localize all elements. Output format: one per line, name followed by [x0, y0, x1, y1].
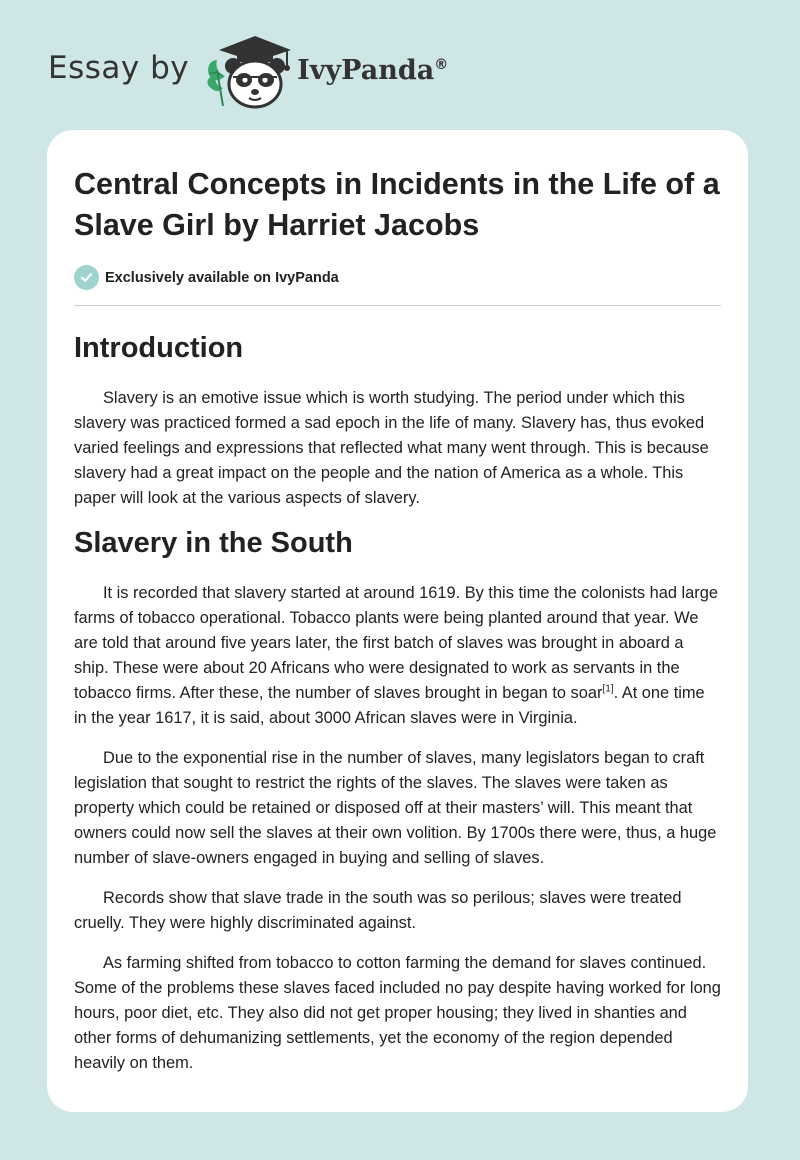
paragraph: Slavery is an emotive issue which is worth studying. The period under which this slavery was practiced formed a sad epoch in the life of many. Slavery has, thus evoked varied feelings and expressions that reflected what many went through. This is because slavery had a great impact on the people and the nation of America as a whole. This paper will look at the various aspects of slavery.: [74, 389, 709, 507]
brand-prefix: Essay by: [48, 50, 190, 86]
paragraph: It is recorded that slavery started at around 1619. By this time the colonists had large farms of tobacco operational. Tobacco plants were being planted around that year. We are told that around five years later, the first batch of slaves was brought in aboard a ship. These were about 20 Africans who were designated to work as servants in the tobacco firms. After these, the number of slaves brought in began to soar[1]. At one time in the year 1617, it is said, about 3000 African slaves were in Virginia.: [74, 584, 718, 727]
ivypanda-logo-icon[interactable]: [203, 30, 295, 110]
section-heading-introduction: Introduction: [74, 332, 244, 364]
paragraph: Records show that slave trade in the south was so perilous; slaves were treated cruelly. They were highly discriminated against.: [74, 889, 682, 932]
exclusive-badge: [74, 265, 721, 290]
brand-header: [48, 30, 448, 110]
paragraph: As farming shifted from tobacco to cotton farming the demand for slaves continued. Some of the problems these slaves faced included no pay despite having worked for long hours, poor diet, etc. They also did not get proper housing; they lived in shanties and other forms of dehumanizing settlements, yet the economy of the region depended heavily on them.: [74, 954, 721, 1072]
brand-name[interactable]: IvyPanda®: [297, 54, 449, 86]
divider: [74, 305, 721, 306]
check-circle-icon: [74, 265, 99, 290]
footnote-link[interactable]: [1]: [602, 683, 614, 695]
essay-card: [47, 130, 748, 1112]
badge-text: Exclusively available on IvyPanda: [105, 269, 339, 286]
page-title: Central Concepts in Incidents in the Life of a Slave Girl by Harriet Jacobs: [74, 167, 720, 242]
section-heading-slavery-south: Slavery in the South: [74, 527, 353, 559]
paragraph: Due to the exponential rise in the number of slaves, many legislators began to craft legislation that sought to restrict the rights of the slaves. The slaves were taken as property which could be retained or disposed off at their masters’ will. This meant that owners could now sell the slaves at their own volition. By 1700s there were, thus, a huge number of slave-owners engaged in buying and selling of slaves.: [74, 749, 717, 867]
